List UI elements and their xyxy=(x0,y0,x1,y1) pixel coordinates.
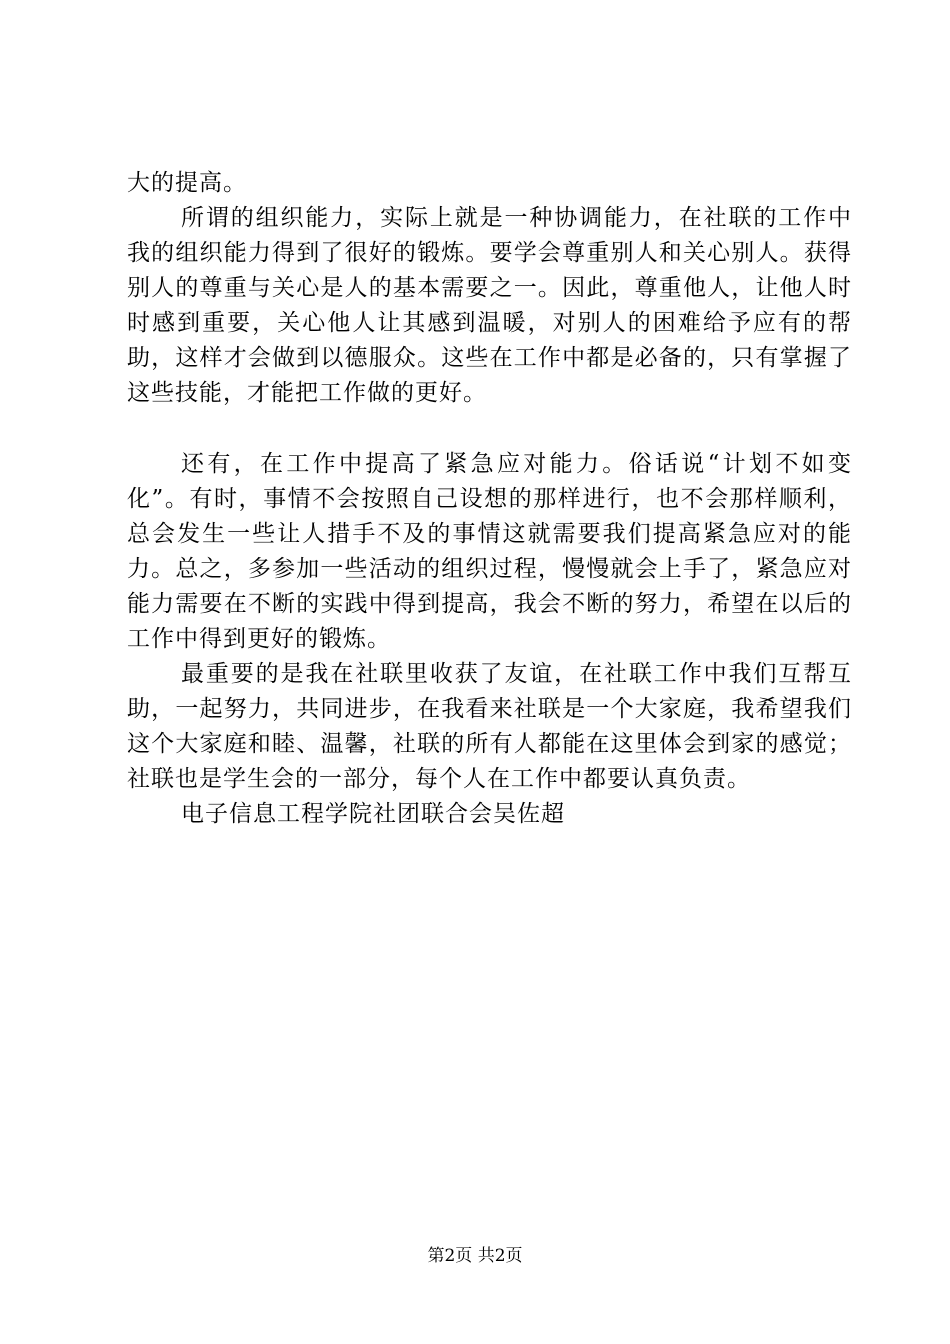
paragraph-emergency-response: 还有，在工作中提高了紧急应对能力。俗话说“计划不如变化”。有时，事情不会按照自己设想的那样进行，也不会那样顺利，总会发生一些让人措手不及的事情这就需要我们提高紧急应对的能力。总之，多参加一些活动的组织过程，慢慢就会上手了，紧急应对能力需要在不断的实践中得到提高，我会不断的努力，希望在以后的工作中得到更好的锻炼。 xyxy=(127,451,852,652)
document-body xyxy=(127,166,852,832)
paragraph-organization-ability: 所谓的组织能力，实际上就是一种协调能力，在社联的工作中我的组织能力得到了很好的锻炼。要学会尊重别人和关心别人。获得别人的尊重与关心是人的基本需要之一。因此，尊重他人，让他人时时感到重要，关心他人让其感到温暖，对别人的困难给予应有的帮助，这样才会做到以德服众。这些在工作中都是必备的，只有掌握了这些技能，才能把工作做的更好。 xyxy=(127,205,852,406)
signature-line: 电子信息工程学院社团联合会吴佐超 xyxy=(181,801,565,827)
paragraph-friendship: 最重要的是我在社联里收获了友谊，在社联工作中我们互帮互助，一起努力，共同进步，在我看来社联是一个大家庭，我希望我们这个大家庭和睦、温馨，社联的所有人都能在这里体会到家的感觉；社联也是学生会的一部分，每个人在工作中都要认真负责。 xyxy=(127,661,852,792)
paragraph-continuation: 大的提高。 xyxy=(127,170,247,196)
page-number-footer: 第2页 共2页 xyxy=(427,1246,523,1266)
